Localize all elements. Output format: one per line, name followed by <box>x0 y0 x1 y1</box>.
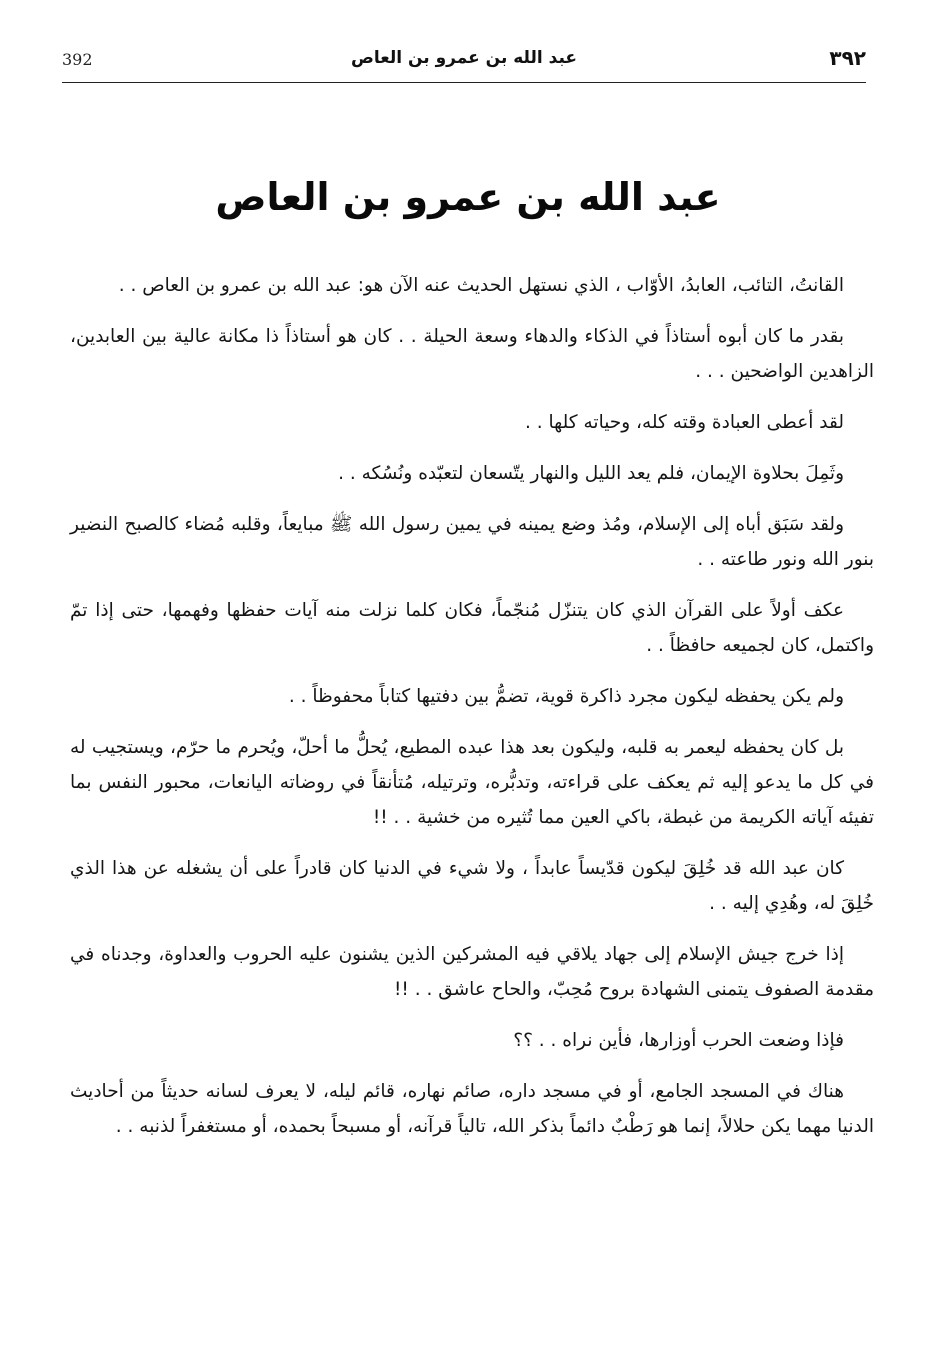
paragraph: كان عبد الله قد خُلِقَ ليكون قدّيساً عابداً ، ولا شيء في الدنيا كان قادراً على أن يشغله عن هذا الذي خُلِقَ له، وهُدِي إليه . . <box>70 858 874 914</box>
paragraph: وثَمِلَ بحلاوة الإيمان، فلم يعد الليل والنهار يتّسعان لتعبّده ونُسُكه . . <box>338 463 844 484</box>
chapter-title: عبد الله بن عمرو بن العاص <box>215 175 721 220</box>
paragraph: هناك في المسجد الجامع، أو في مسجد داره، صائم نهاره، قائم ليله، لا يعرف لسانه حديثاً من أحاديث الدنيا مهما يكن حلالاً، إنما هو رَطْبٌ دائماً بذكر الله، تالياً قرآنه، أو مسبحاً بحمده، أو مستغفراً لذنبه . . <box>70 1081 874 1137</box>
paragraph: ولم يكن يحفظه ليكون مجرد ذاكرة قوية، تضمُّ بين دفتيها كتاباً محفوظاً . . <box>288 686 844 707</box>
running-title: عبد الله بن عمرو بن العاص <box>351 48 577 68</box>
header-divider <box>62 82 866 83</box>
paragraph: إذا خرج جيش الإسلام إلى جهاد يلاقي فيه المشركين الذين يشنون عليه الحروب والعداوة، وجدناه في مقدمة الصفوف يتمنى الشهادة بروح مُحِبّ، والحاح عاشق . . !! <box>70 944 874 1000</box>
paragraph: لقد أعطى العبادة وقته كله، وحياته كلها . . <box>525 412 844 433</box>
page-number-arabic: ٣٩٢ <box>829 46 866 70</box>
paragraph: عكف أولاً على القرآن الذي كان يتنزّل مُنجّماً، فكان كلما نزلت منه آيات حفظها وفهمها، حتى إذا تمّ واكتمل، كان لجميعه حافظاً . . <box>70 600 874 656</box>
paragraph: ولقد سَبَق أباه إلى الإسلام، ومُذ وضع يمينه في يمين رسول الله ﷺ مبايعاً، وقلبه مُضاء كالصبح النضير بنور الله ونور طاعته . . <box>70 514 874 570</box>
paragraph: بقدر ما كان أبوه أستاذاً في الذكاء والدهاء وسعة الحيلة . . كان هو أستاذاً ذا مكانة عالية بين العابدين، الزاهدين الواضحين . . . <box>70 326 874 382</box>
running-header <box>62 40 866 80</box>
paragraph: القانتُ، التائب، العابدُ، الأوّاب ، الذي نستهل الحديث عنه الآن هو: عبد الله بن عمرو بن العاص . . <box>118 275 844 296</box>
page-number-latin: 392 <box>62 50 93 69</box>
paragraph: فإذا وضعت الحرب أوزارها، فأين نراه . . ؟؟ <box>513 1030 844 1051</box>
paragraph: بل كان يحفظه ليعمر به قلبه، وليكون بعد هذا عبده المطيع، يُحلُّ ما أحلّ، ويُحرم ما حرّم، ويستجيب له في كل ما يدعو إليه ثم يعكف على قراءته، وتدبُّره، وترتيله، مُتأنقاً في روضاته اليانعات، محبور النفس بما تفيئه آياته الكريمة من غبطة، باكي العين مما تُثيره من خشية . . !! <box>70 737 874 828</box>
body-text <box>70 268 874 1144</box>
